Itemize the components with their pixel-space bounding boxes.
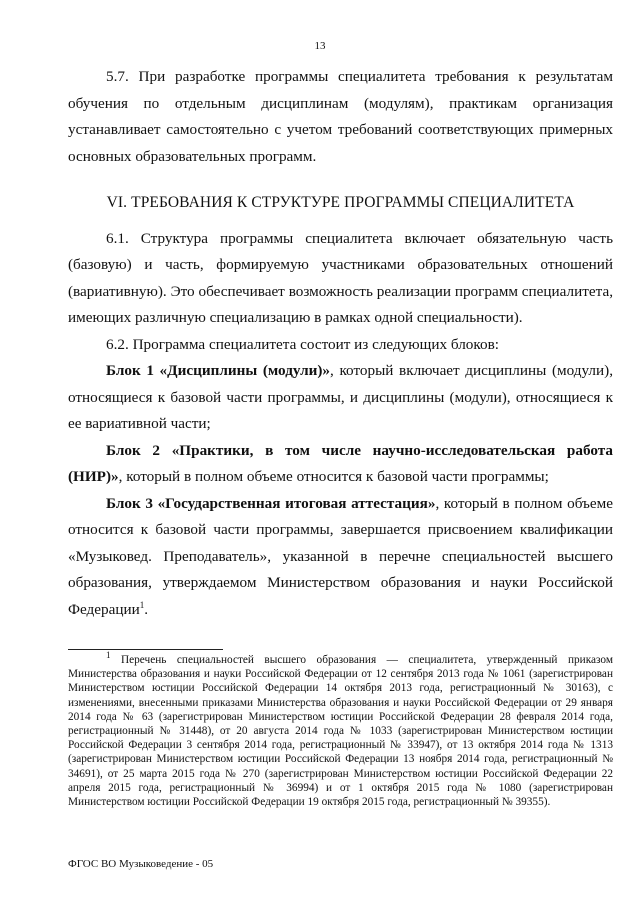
block-1-title: Блок 1 «Дисциплины (модули)»	[106, 362, 331, 379]
section-heading: VI. ТРЕБОВАНИЯ К СТРУКТУРЕ ПРОГРАММЫ СПЕЦИАЛИТЕТА	[106, 194, 575, 211]
block-1-paragraph	[68, 358, 613, 438]
footnote	[68, 650, 614, 809]
block-2-title: Блок 2 «Практики, в том числе научно-исследовательская работа (НИР)»	[68, 441, 613, 485]
footnote-reference[interactable]: 1	[139, 599, 145, 610]
footnote-paragraph	[68, 650, 614, 809]
page-number: 13	[314, 40, 326, 52]
block-3-paragraph: Блок 3 «Государственная итоговая аттестация», который в полном объеме относится к базовой части программы, завершается присвоением квалификации «Музыковед. Преподаватель», указанной в перечне специальностей высшего образования, утверждаемом Министерством образования и науки Российской Федерации$^1$.	[68, 494, 613, 618]
footnote-marker: 1	[106, 650, 111, 661]
footnote-text: Перечень специальностей высшего образования — специалитета, утвержденный приказом Министерства образования и науки Российской Федерации от 12 сентября 2013 года № 1061 (зарегистрирован Министерством юстиции Российской Федерации 14 октября 2013 года, регистрационный № 30163), с изменениями, внесенными приказами Министерства образования и науки Российской Федерации от 29 января 2014 года № 63 (зарегистрирован Министерством юстиции Российской Федерации 28 февраля 2014 года, регистрационный № 31448), от 20 августа 2014 года № 1033 (зарегистрирован Министерством юстиции Российской Федерации 3 сентября 2014 года, регистрационный № 33947), от 13 октября 2014 года № 1313 (зарегистрирован Министерством юстиции Российской Федерации 13 ноября 2014 года, регистрационный № 34691), от 25 марта 2015 года № 270 (зарегистрирован Министерством юстиции Российской Федерации 22 апреля 2015 года, регистрационный № 36994) и от 1 октября 2015 года № 1080 (зарегистрирован Министерством юстиции Российской Федерации 19 октября 2015 года, регистрационный № 39355).	[68, 654, 614, 809]
block-2-paragraph	[68, 438, 613, 491]
footnote-divider	[68, 649, 223, 650]
paragraph-6-1: 6.1. Структура программы специалитета включает обязательную часть (базовую) и часть, формируемую участниками образовательных отношений (вариативную). Это обеспечивает возможность реализации программ специалитета, имеющих различную специализацию в рамках одной специальности).	[68, 229, 613, 326]
block-3-title: Блок 3 «Государственная итоговая аттестация»	[106, 494, 436, 512]
paragraph-6-2: 6.2. Программа специалитета состоит из следующих блоков:	[106, 335, 499, 353]
paragraph-5-7: 5.7. При разработке программы специалитета требования к результатам обучения по отдельным дисциплинам (модулям), практикам организация устанавливает самостоятельно с учетом требований соответствующих примерных основных образовательных программ.	[68, 68, 613, 165]
page-footer: ФГОС ВО Музыковедение - 05	[68, 858, 214, 870]
block-1-text: , который включает дисциплины (модули), относящиеся к базовой части программы, и дисциплины (модули), относящиеся к ее вариативной части;	[68, 362, 613, 432]
block-2-text: , который в полном объеме относится к базовой части программы;	[118, 468, 549, 485]
block-3-text: , который в полном объеме относится к базовой части программы, завершается присвоением квалификации «Музыковед. Преподаватель», указанной в перечне специальностей высшего образования, утверждаемом Министерством образования и науки Российской Федерации	[68, 494, 613, 618]
main-text	[68, 64, 613, 623]
